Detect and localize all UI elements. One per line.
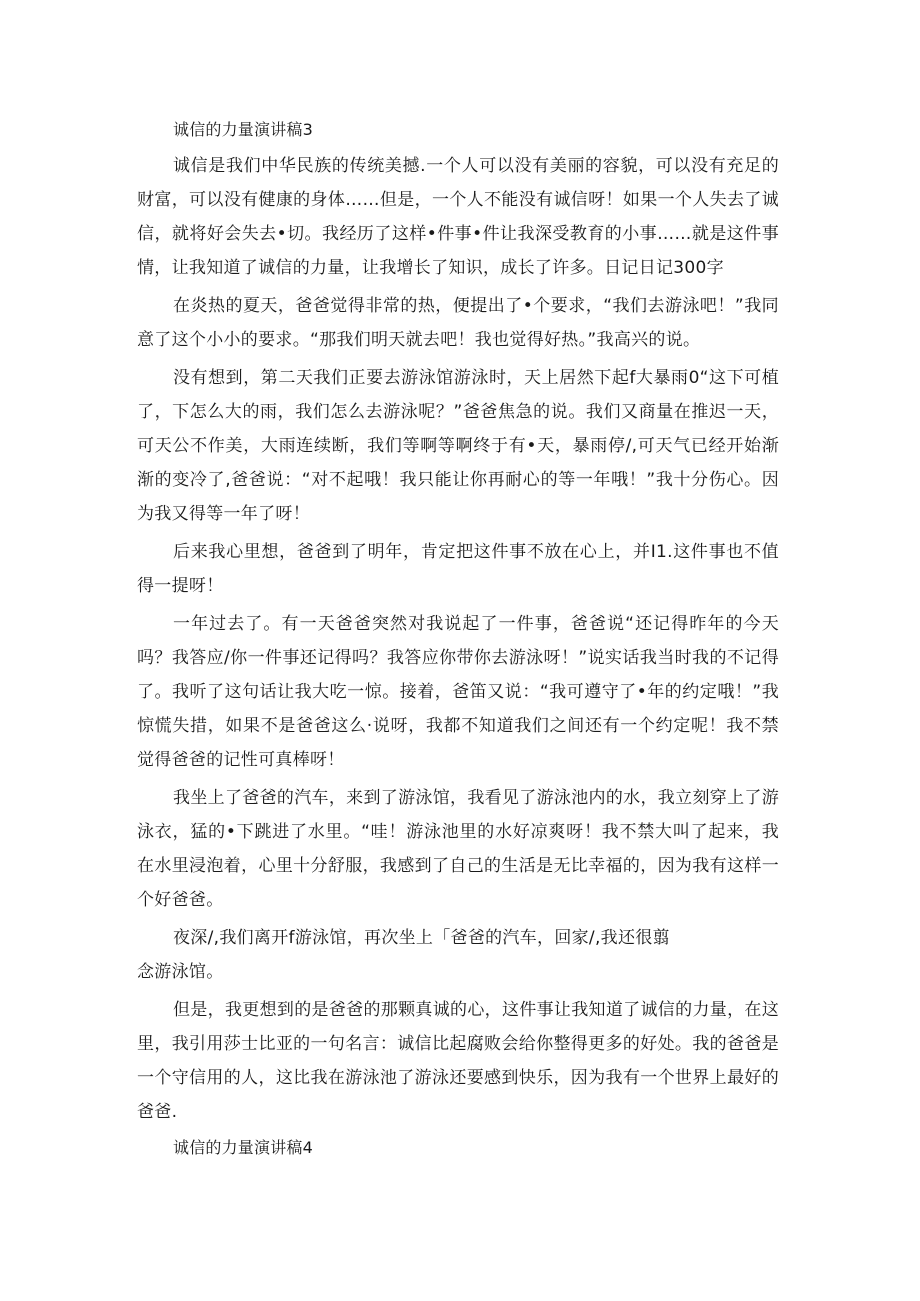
paragraph-1: 诚信是我们中华民族的传统美撼.一个人可以没有美丽的容貌，可以没有充足的财富，可以没有健康的身体……但是，一个人不能没有诚信呀！如果一个人失去了诚信，就将好会失去•切。我经历了这样•件事•件让我深受教育的小事……就是这件事情，让我知道了诚信的力量，让我增长了知识，成长了许多。日记日记300字: [137, 156, 779, 278]
section-title-3: 诚信的力量演讲稿3: [173, 120, 313, 139]
document-page: [137, 115, 779, 1167]
paragraph-2: 在炎热的夏天，爸爸觉得非常的热，便提出了•个要求，“我们去游泳吧！”我同意了这个小小的要求。“那我们明天就去吧！我也觉得好热。”我高兴的说。: [137, 296, 779, 350]
paragraph-4: 后来我心里想，爸爸到了明年，肯定把这件事不放在心上，并I1.这件事也不值得一提呀！: [137, 542, 779, 596]
paragraph-6: 我坐上了爸爸的汽车，来到了游泳馆，我看见了游泳池内的水，我立刻穿上了游泳衣，猛的•下跳进了水里。“哇！游泳池里的水好凉爽呀！我不禁大叫了起来，我在水里浸泡着，心里十分舒服，我感到了自己的生活是无比幸福的，因为我有这样一个好爸爸。: [137, 788, 779, 910]
paragraph-5: 一年过去了。有一天爸爸突然对我说起了一件事，爸爸说“还记得昨年的今天吗？我答应/你一件事还记得吗？我答应你带你去游泳呀！”说实话我当时我的不记得了。我听了这句话让我大吃一惊。接着，爸笛又说：“我可遵守了•年的约定哦！”我惊慌失措，如果不是爸爸这么·说呀，我都不知道我们之间还有一个约定呢！我不禁觉得爸爸的记性可真棒呀！: [137, 614, 779, 770]
paragraph-3: 没有想到，第二天我们正要去游泳馆游泳时，天上居然下起f大暴雨0“这下可植了，下怎么大的雨，我们怎么去游泳呢？”爸爸焦急的说。我们又商量在推迟一天，可天公不作美，大雨连续断，我们等啊等啊终于有•天，暴雨停/,可天气已经开始渐渐的变冷了,爸爸说：“对不起哦！我只能让你再耐心的等一年哦！”我十分伤心。因为我又得等一年了呀！: [137, 368, 779, 524]
section-title-4: 诚信的力量演讲稿4: [173, 1138, 313, 1157]
paragraph-7-continued: 念游泳馆。: [137, 962, 224, 982]
paragraph-7: 夜深/,我们离开f游泳馆，再次坐上「爸爸的汽车，回家/,我还很翦: [173, 928, 670, 948]
paragraph-8: 但是，我更想到的是爸爸的那颗真诚的心，这件事让我知道了诚信的力量，在这里，我引用莎士比亚的一句名言：诚信比起腐败会给你整得更多的好处。我的爸爸是一个守信用的人，这比我在游泳池了游泳还要感到快乐，因为我有一个世界上最好的爸爸.: [137, 1000, 779, 1122]
